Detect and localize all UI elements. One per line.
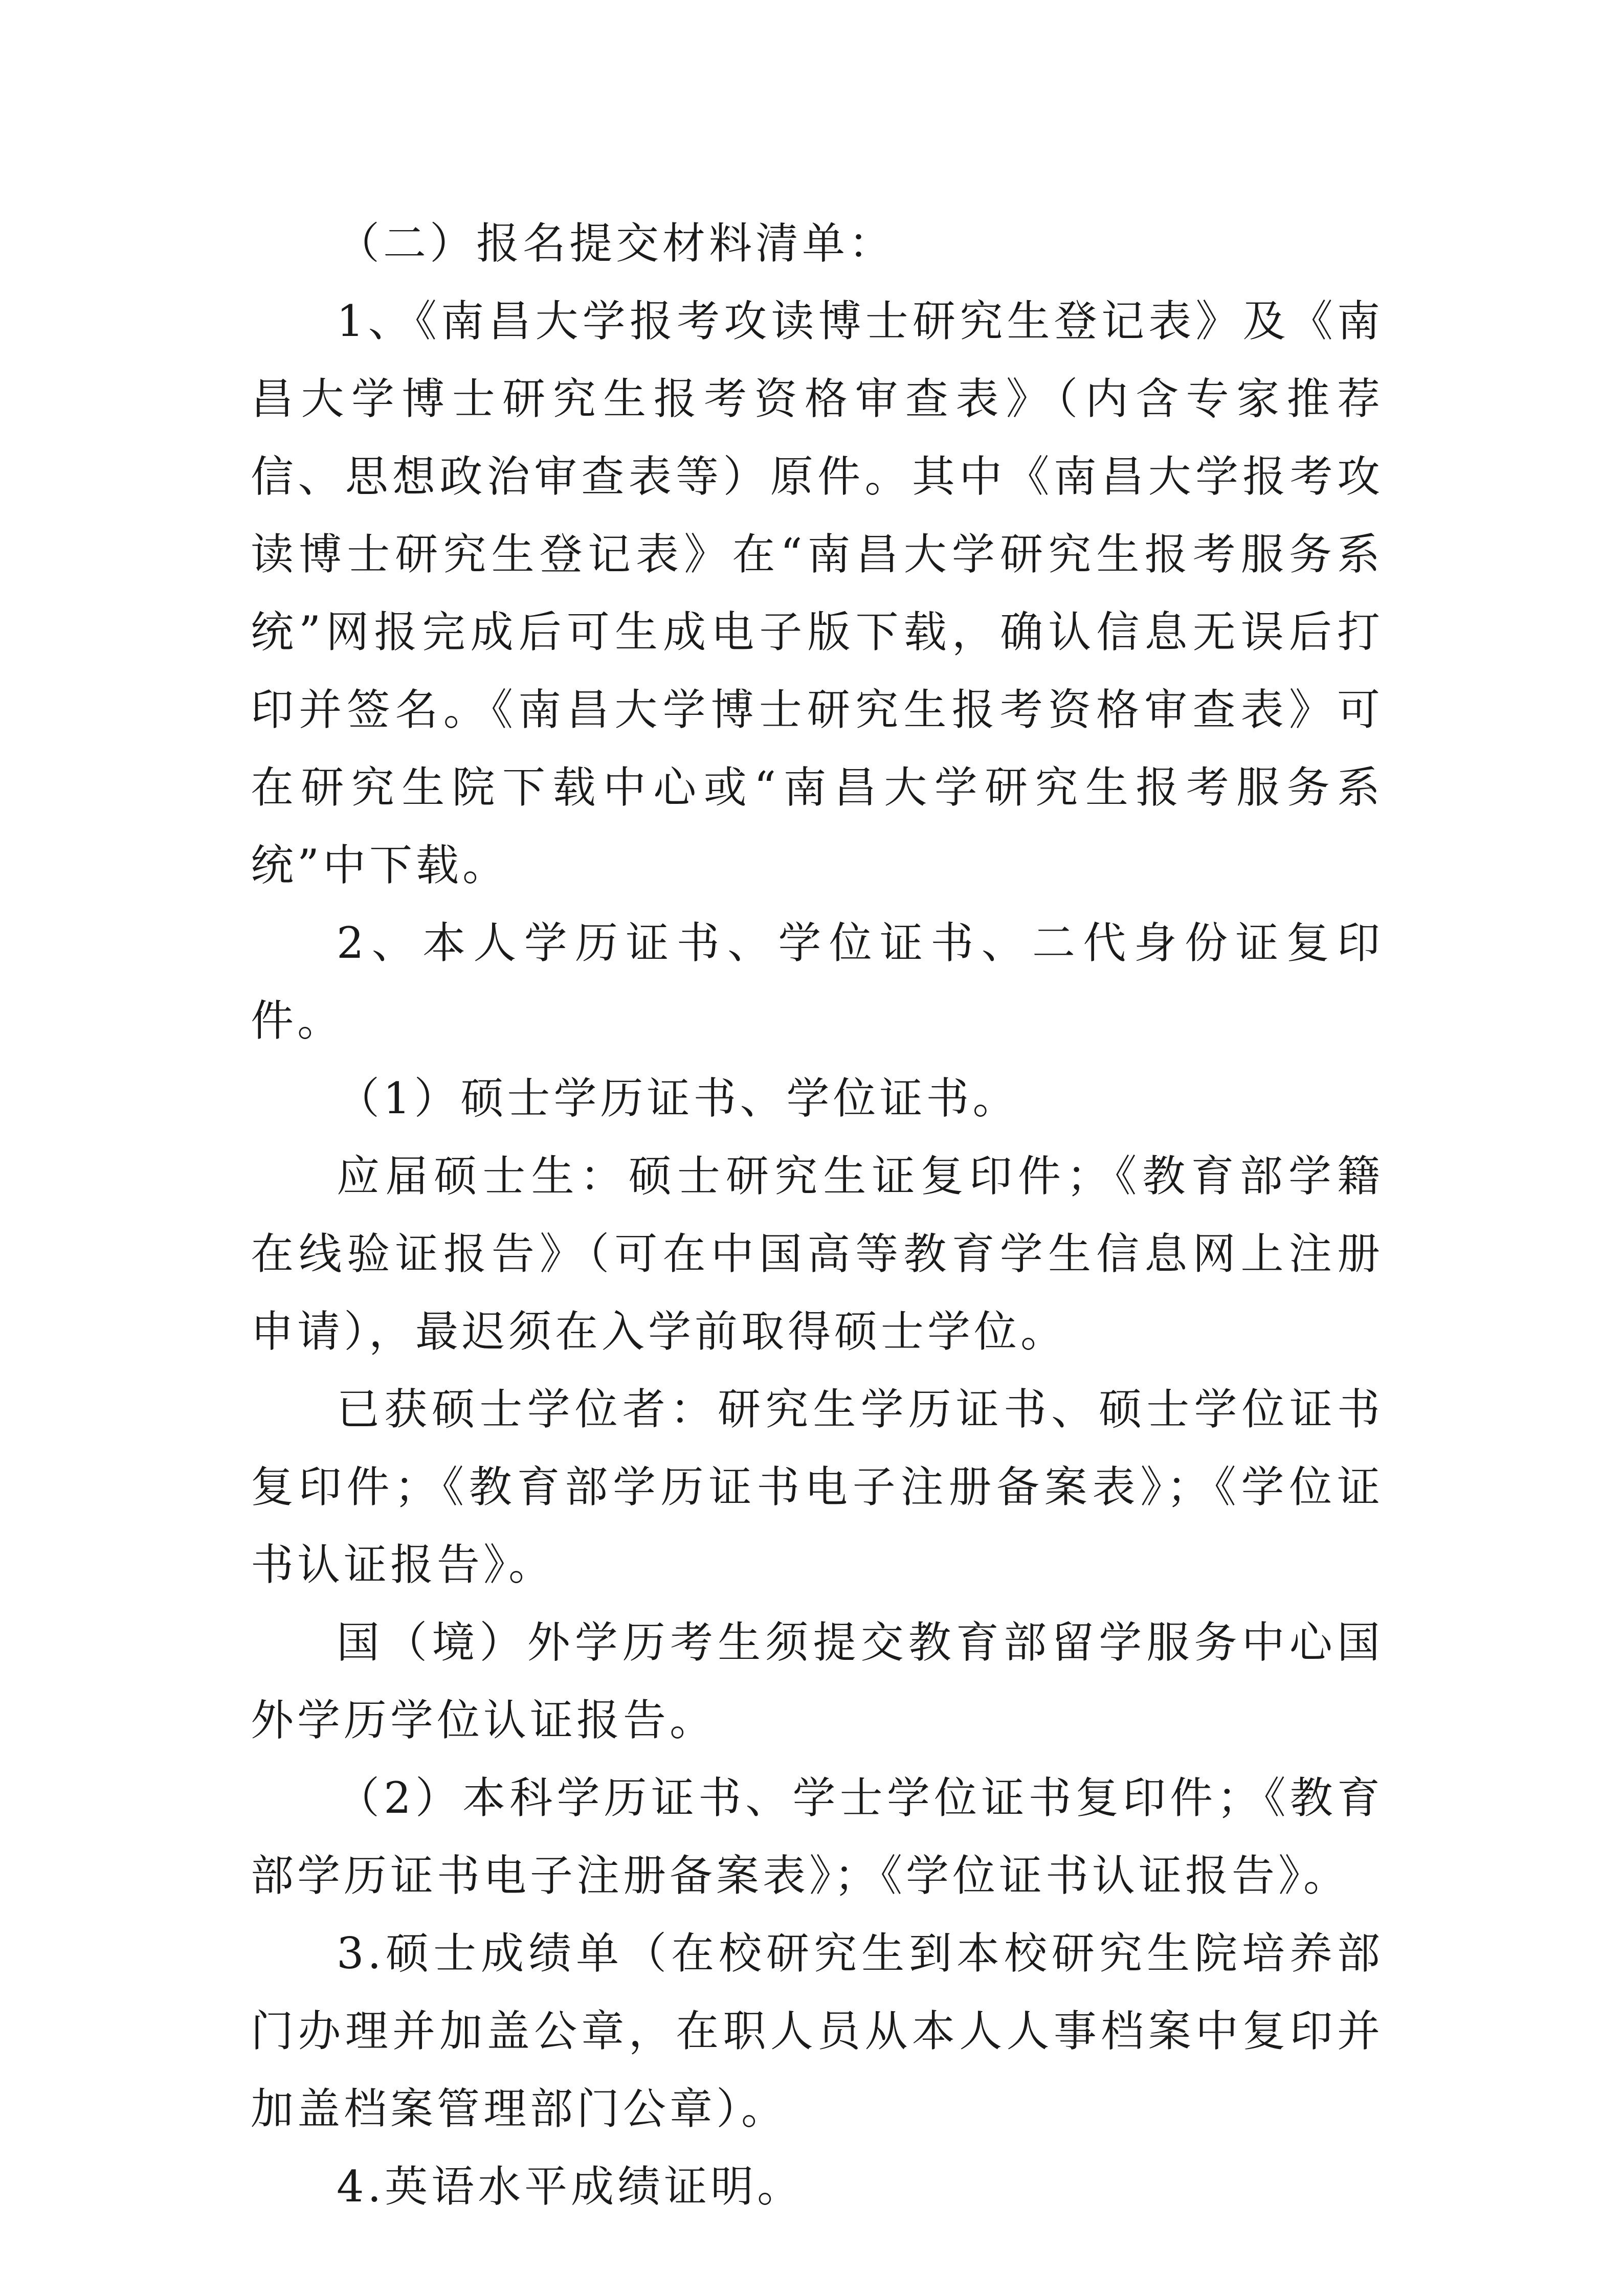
paragraph-degree-holder: 已获硕士学位者：研究生学历证书、硕士学位证书复印件；《教育部学历证书电子注册备案表》；《学位证书认证报告》。 [251,1384,1384,1590]
paragraph-item-1: 1、《南昌大学报考攻读博士研究生登记表》及《南昌大学博士研究生报考资格审查表》（内含专家推荐信、思想政治审查表等）原件。其中《南昌大学报考攻读博士研究生登记表》在“南昌大学研究生报考服务系统”网报完成后可生成电子版下载，确认信息无误后打印并签名。《南昌大学博士研究生报考资格审查表》可在研究生院下载中心或“南昌大学研究生报考服务系统”中下载。 [251,296,1384,890]
document-body [251,205,1384,2225]
paragraph-sub-item-2: （2）本科学历证书、学士学位证书复印件；《教育部学历证书电子注册备案表》；《学位证书认证报告》。 [251,1773,1384,1901]
paragraph-item-4: 4.英语水平成绩证明。 [337,2162,804,2212]
paragraph-item-2: 2、本人学历证书、学位证书、二代身份证复印件。 [251,918,1384,1046]
paragraph-item-3: 3.硕士成绩单（在校研究生到本校研究生院培养部门办理并加盖公章，在职人员从本人人事档案中复印并加盖档案管理部门公章）。 [251,1928,1384,2134]
paragraph-overseas: 国（境）外学历考生须提交教育部留学服务中心国外学历学位认证报告。 [251,1617,1384,1745]
paragraph-fresh-master: 应届硕士生：硕士研究生证复印件；《教育部学籍在线验证报告》（可在中国高等教育学生信息网上注册申请），最迟须在入学前取得硕士学位。 [251,1151,1384,1357]
section-heading: （二）报名提交材料清单： [337,218,896,268]
paragraph-sub-item-1: （1）硕士学历证书、学位证书。 [337,1073,1019,1123]
